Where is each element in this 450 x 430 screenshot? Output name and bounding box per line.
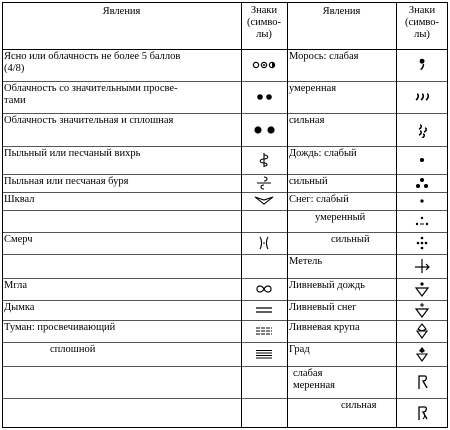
thunderstorm-icon	[408, 374, 436, 390]
right-row-1-line-1: Морось: слабая	[289, 51, 359, 62]
drizzle-light-icon	[408, 57, 436, 73]
grid-row-line	[2, 232, 448, 233]
rain-shower-icon	[408, 281, 436, 297]
right-row-8-line-1: сильный	[331, 234, 370, 245]
header-signs-right-line3: лы)	[414, 29, 430, 40]
rain-heavy-icon	[408, 175, 436, 191]
right-row-15-line-1: сильная	[341, 400, 377, 411]
right-row-14-line-2: меренная	[293, 380, 335, 391]
right-row-10-line-1: Ливневый дождь	[289, 280, 365, 291]
fog-thin-icon	[250, 323, 278, 339]
rain-light-icon	[408, 152, 436, 168]
thunderstorm-heavy-icon	[408, 405, 436, 421]
left-row-13-line-1: сплошной	[50, 344, 96, 355]
grid-column-line	[2, 2, 3, 428]
snow-light-icon	[408, 193, 436, 209]
haze-icon	[250, 281, 278, 297]
header-phenomena-right	[287, 2, 396, 49]
header-signs-left-line1: Знаки	[250, 5, 278, 16]
right-row-6-line-1: Снег: слабый	[289, 194, 349, 205]
mist-icon	[250, 302, 278, 318]
header-signs-left	[241, 2, 287, 49]
right-row-7-line-1: умеренный	[315, 212, 366, 223]
drizzle-heavy-icon	[408, 122, 436, 138]
snow-moderate-icon	[408, 213, 436, 229]
left-row-11-line-1: Дымка	[4, 302, 35, 313]
grid-row-line	[2, 342, 448, 343]
right-row-11-line-1: Ливневый снег	[289, 302, 357, 313]
dust-whirl-icon	[250, 152, 278, 168]
grid-row-line	[2, 300, 448, 301]
left-row-8-line-1: Смерч	[4, 234, 33, 245]
drizzle-moderate-icon	[408, 89, 436, 105]
right-row-9-line-1: Метель	[289, 256, 323, 267]
grid-column-line	[287, 2, 288, 428]
left-row-10-line-1: Мгла	[4, 280, 28, 291]
header-signs-right-line2: (симво-	[404, 17, 440, 28]
header-phenomena-left	[2, 2, 241, 49]
snow-heavy-icon	[408, 235, 436, 251]
grid-row-line	[2, 113, 448, 114]
grid-row-line	[2, 174, 448, 175]
grid-column-line	[447, 2, 448, 428]
grid-row-line	[2, 254, 448, 255]
header-signs-left-line3: лы)	[256, 29, 272, 40]
graupel-shower-icon	[408, 323, 436, 339]
hail-icon	[408, 346, 436, 362]
grid-row-line	[2, 278, 448, 279]
two-dots-icon	[250, 89, 278, 105]
grid-row-line	[2, 49, 448, 50]
right-row-2-line-1: умеренная	[289, 83, 337, 94]
tornado-icon	[250, 235, 278, 251]
grid-row-line	[2, 398, 448, 399]
blizzard-icon	[408, 258, 436, 274]
left-row-3-line-1: Облачность значительная и сплошная	[4, 115, 174, 126]
grid-row-line	[2, 146, 448, 147]
header-signs-right	[396, 2, 448, 49]
header-phenomena-right-label: Явления	[322, 6, 361, 17]
right-row-12-line-1: Ливневая крупа	[289, 322, 360, 333]
left-row-4-line-1: Пыльный или песчаный вихрь	[4, 148, 141, 159]
header-phenomena-left-label: Явления	[102, 6, 141, 17]
grid-row-line	[2, 427, 448, 428]
grid-row-line	[2, 320, 448, 321]
grid-row-line	[2, 210, 448, 211]
grid-row-line	[2, 366, 448, 367]
snow-shower-icon	[408, 302, 436, 318]
left-row-5-line-1: Пыльная или песчаная буря	[4, 176, 129, 187]
left-row-6-line-1: Шквал	[4, 194, 35, 205]
weather-symbols-table	[2, 2, 448, 428]
clear-sky-circles-icon	[250, 57, 278, 73]
right-row-4-line-1: Дождь: слабый	[289, 148, 357, 159]
two-large-dots-icon	[250, 122, 278, 138]
right-row-14-line-1: слабая	[293, 368, 323, 379]
grid-column-line	[241, 2, 242, 428]
left-row-1-line-2: (4/8)	[4, 63, 25, 74]
left-row-2-line-1: Облачность со значительными просве-	[4, 83, 178, 94]
grid-row-line	[2, 81, 448, 82]
squall-icon	[250, 193, 278, 209]
left-row-2-line-2: тами	[4, 95, 26, 106]
left-row-12-line-1: Туман: просвечивающий	[4, 322, 116, 333]
header-signs-left-line2: (симво-	[246, 17, 282, 28]
header-signs-right-line1: Знаки	[408, 5, 436, 16]
grid-column-line	[396, 2, 397, 428]
grid-row-line	[2, 192, 448, 193]
right-row-5-line-1: сильный	[289, 176, 328, 187]
dust-storm-icon	[250, 175, 278, 191]
right-row-3-line-1: сильная	[289, 115, 325, 126]
grid-row-line	[2, 2, 448, 3]
right-row-13-line-1: Град	[289, 344, 310, 355]
left-row-1-line-1: Ясно или облачность не более 5 баллов	[4, 51, 181, 62]
fog-dense-icon	[250, 346, 278, 362]
